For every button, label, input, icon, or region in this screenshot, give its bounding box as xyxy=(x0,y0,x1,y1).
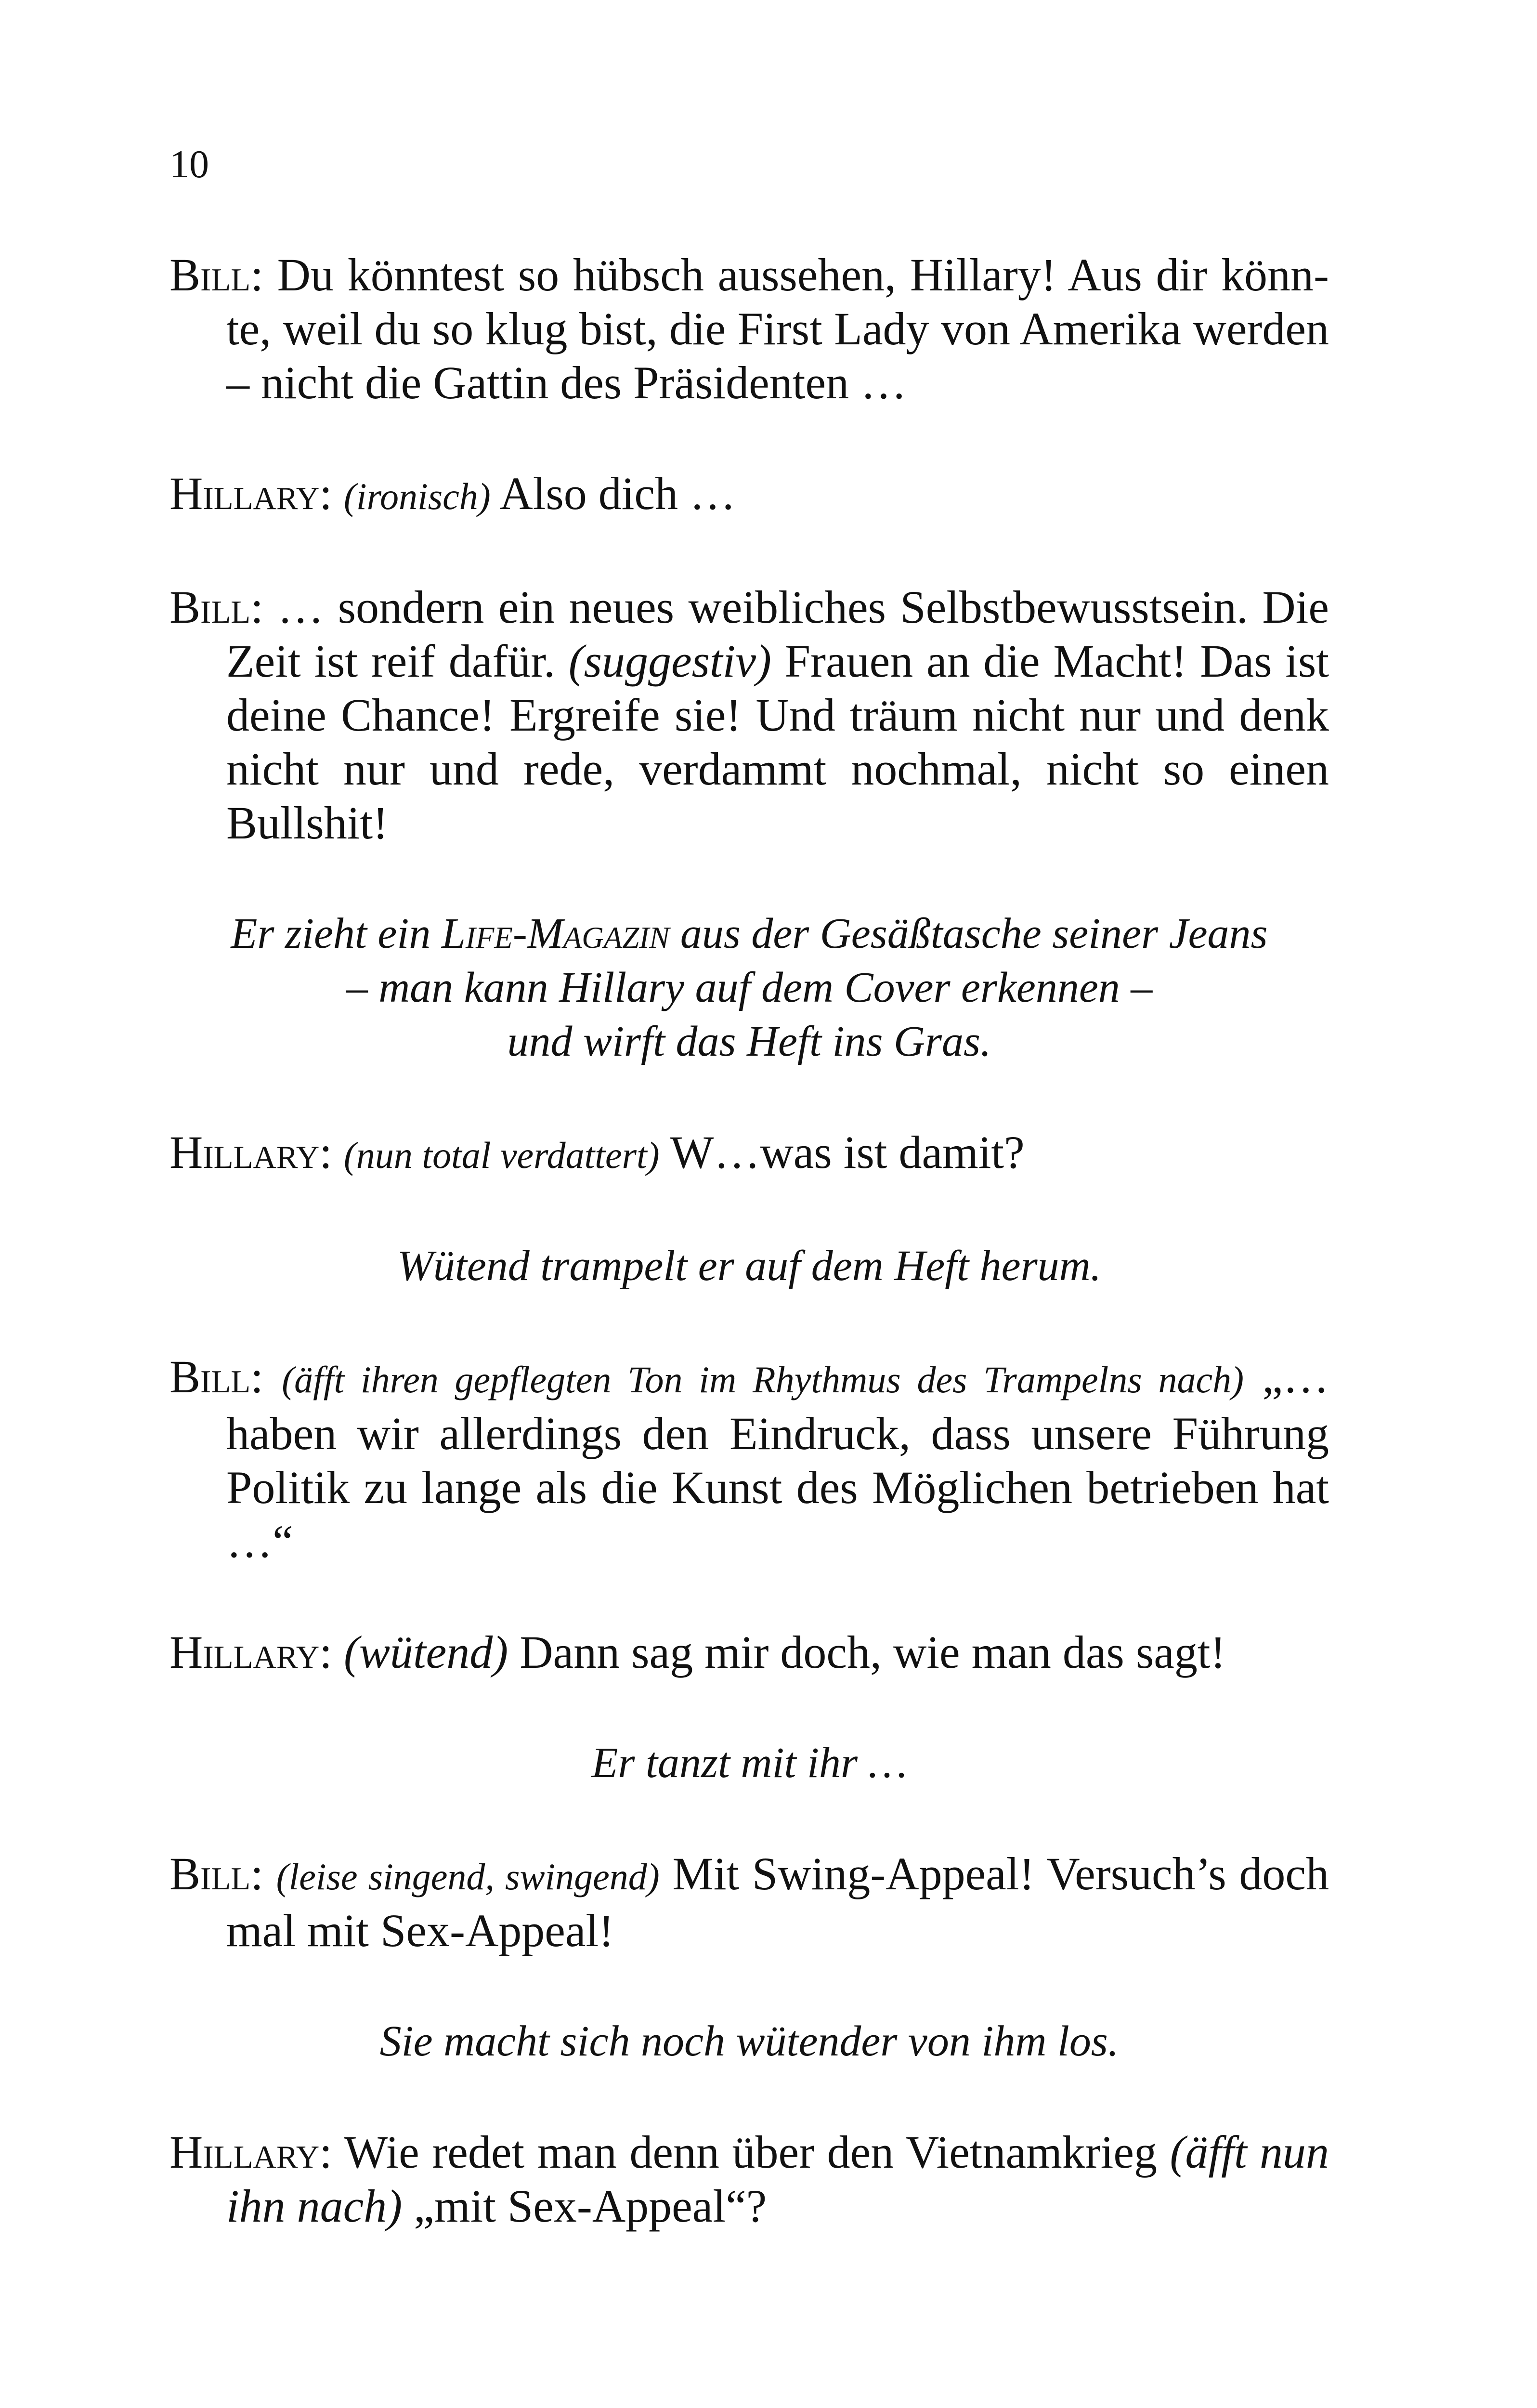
stage-direction-inline: (suggestiv) xyxy=(568,635,771,687)
speaker-name: Bill xyxy=(169,581,251,633)
dialogue-text: Dann sag mir doch, wie man das sagt! xyxy=(508,1626,1226,1678)
stage-direction-text: Er zieht ein xyxy=(231,910,442,957)
script-text xyxy=(169,248,1329,2233)
dialogue-text: „mit Sex-Appeal“? xyxy=(402,2180,767,2232)
dialogue-text: : xyxy=(319,1626,344,1678)
dialogue-line xyxy=(169,1625,1329,1679)
stage-direction-inline: (nun total verdattert) xyxy=(343,1134,660,1176)
dialogue-line xyxy=(169,2125,1329,2233)
dialogue-text: W…was ist damit? xyxy=(659,1126,1025,1178)
stage-direction-inline: (ironisch) xyxy=(343,475,491,517)
speaker-name: Bill xyxy=(169,1351,251,1402)
dialogue-text: : xyxy=(319,1126,344,1178)
stage-direction-inline: (äfft nun ihn nach) xyxy=(226,2126,1329,2232)
stage-direction-text: – man kann Hillary auf dem Cover erkennen – xyxy=(346,964,1153,1011)
stage-direction-inline: (äfft ihren gepflegten Ton im Rhythmus des Trampelns nach) xyxy=(282,1359,1244,1400)
stage-direction-text: und wirft das Heft ins Gras. xyxy=(507,1018,991,1065)
dialogue-text: : … sondern ein neues weibliches Selbstbewusstsein. Die Zeit ist reif dafür. xyxy=(226,581,1329,687)
stage-direction xyxy=(169,1239,1329,1293)
stage-direction-title: Life-Magazin xyxy=(441,910,670,957)
dialogue-text: „… haben wir allerdings den Eindruck, dass unsere Führung Politik zu lange als die Kunst des Möglichen betrieben hat …“ xyxy=(226,1351,1329,1567)
dialogue-line xyxy=(169,1350,1329,1569)
speaker-name: Hillary xyxy=(169,2126,320,2178)
speaker-name: Hillary xyxy=(169,468,320,519)
dialogue-text: : xyxy=(319,468,344,519)
stage-direction-inline: (wütend) xyxy=(343,1626,508,1678)
dialogue-line xyxy=(169,1125,1329,1182)
dialogue-text: : xyxy=(250,1848,276,1899)
stage-direction xyxy=(169,907,1329,1069)
stage-direction-text: Er tanzt mit ihr … xyxy=(591,1739,907,1787)
dialogue-text: : Du könntest so hübsch aussehen, Hillary! Aus dir könn-te, weil du so klug bist, die First Lady von Amerika werden – nicht die Gattin des Präsidenten … xyxy=(226,249,1329,408)
dialogue-line xyxy=(169,467,1329,523)
dialogue-text: : Wie redet man denn über den Vietnamkrieg xyxy=(319,2126,1170,2178)
dialogue-text: Also dich … xyxy=(490,468,736,519)
speaker-name: Bill xyxy=(169,1848,251,1899)
stage-direction xyxy=(169,1736,1329,1790)
dialogue-text: : xyxy=(250,1351,282,1402)
dialogue-line xyxy=(169,580,1329,850)
dialogue-text: Mit Swing-Appeal! Versuch’s doch mal mit Sex-Appeal! xyxy=(226,1848,1329,1956)
dialogue-text: Frauen an die Macht! Das ist deine Chance! Ergreife sie! Und träum nicht nur und denk nicht nur und rede, verdammt nochmal, nicht so einen Bullshit! xyxy=(226,635,1329,849)
stage-direction-text: aus der Gesäßtasche seiner Jeans xyxy=(669,910,1268,957)
speaker-name: Hillary xyxy=(169,1126,320,1178)
stage-direction xyxy=(169,2015,1329,2068)
stage-direction-text: Sie macht sich noch wütender von ihm los. xyxy=(379,2017,1119,2065)
speaker-name: Hillary xyxy=(169,1626,320,1678)
dialogue-line xyxy=(169,1847,1329,1958)
page-number: 10 xyxy=(169,142,209,186)
stage-direction-inline: (leise singend, swingend) xyxy=(276,1856,660,1898)
dialogue-line xyxy=(169,248,1329,410)
speaker-name: Bill xyxy=(169,249,251,301)
stage-direction-text: Wütend trampelt er auf dem Heft herum. xyxy=(397,1242,1102,1290)
